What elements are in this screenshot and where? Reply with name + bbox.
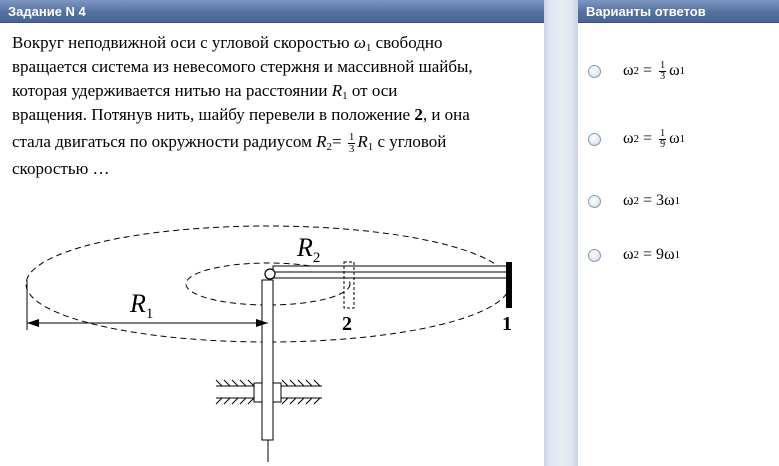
question-text — [12, 31, 540, 181]
physics-diagram — [0, 200, 544, 466]
question-line-1: Вокруг неподвижной оси с угловой скоростью $\omega_1$ свободно — [12, 33, 443, 54]
radio-button[interactable] — [588, 65, 601, 78]
answer-option-2[interactable] — [588, 124, 685, 154]
answer-text: ω 2 = $\frac{1}{9}$ ω 1 — [623, 127, 686, 150]
question-line-5: стала двигаться по окружности радиусом $R_2=$ $\frac{1}{3}$ $R_1$ с угловой — [12, 130, 447, 155]
label-r1: $R_1$ — [130, 289, 154, 322]
label-position-2: 2 — [342, 313, 352, 335]
answers-title: Варианты ответов — [586, 4, 706, 19]
question-line-4: вращения. Потянув нить, шайбу перевели в положение 2, и она — [12, 105, 470, 124]
question-line-6: скоростью … — [12, 159, 110, 178]
rotation-axis — [262, 280, 273, 440]
answer-option-4[interactable] — [588, 240, 680, 270]
radio-button[interactable] — [588, 249, 601, 262]
label-r2: $R_2$ — [297, 233, 321, 266]
answer-option-1[interactable] — [588, 56, 685, 86]
task-title: Задание N 4 — [8, 4, 86, 19]
label-position-1: 1 — [502, 313, 512, 335]
fraction: $\frac{1}{3}$ — [348, 130, 355, 155]
task-header — [0, 0, 544, 23]
puck-position-1 — [506, 262, 512, 308]
answer-text: ω 2 = 9 ω 1 — [623, 246, 681, 263]
radio-button[interactable] — [588, 133, 601, 146]
answer-text: ω 2 = 3 ω 1 — [623, 192, 681, 209]
question-line-2: вращается система из невесомого стержня и массивной шайбы, — [12, 57, 473, 76]
fraction: $\frac{1}{3}$ — [660, 59, 666, 82]
answer-option-3[interactable] — [588, 186, 680, 216]
answers-header — [578, 0, 779, 23]
fraction: $\frac{1}{9}$ — [660, 127, 666, 150]
answer-text: ω 2 = $\frac{1}{3}$ ω 1 — [623, 59, 686, 82]
pulley — [265, 269, 275, 279]
radio-button[interactable] — [588, 195, 601, 208]
question-line-3: которая удерживается нитью на расстоянии $R_1$ от оси — [12, 81, 398, 102]
r1-arrow-left — [27, 319, 39, 327]
panel-divider — [544, 0, 578, 466]
